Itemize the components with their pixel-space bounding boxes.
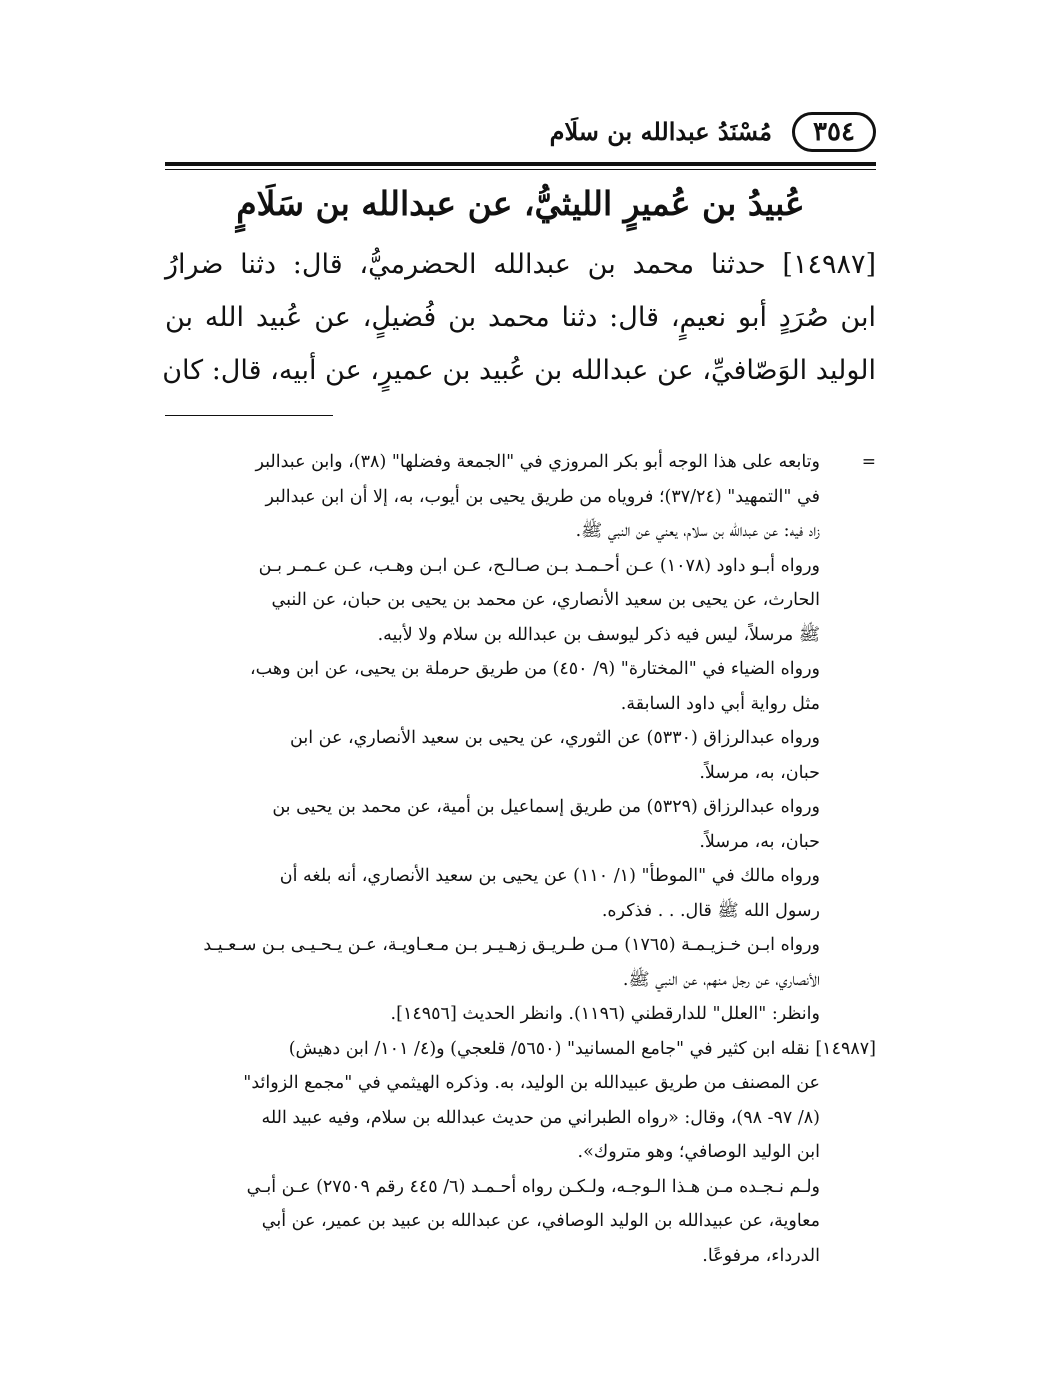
hadith-text [162,238,876,397]
footnote-text: نقله ابن كثير في "جامع المسانيد" (٥٦٥٠/ قلعجي) و(٤/ ١٠١/ ابن دهيش) [288,1038,810,1059]
header-rule-thick [165,162,876,166]
hadith-line: [١٤٩٨٧] حدثنا محمد بن عبدالله الحضرميُّ، قال: دثنا ضرارُ [165,249,876,280]
footnote-line: ورواه أبـو داود (١٠٧٨) عـن أحـمـد بـن صـالـح، عـن ابـن وهـب، عـن عـمـر بـن [258,555,820,576]
footnote-line: عن المصنف من طريق عبيدالله بن الوليد، به. وذكره الهيثمي في "مجمع الزوائد" [243,1073,820,1093]
footnote-line: الحارث، عن يحيى بن سعيد الأنصاري، عن محمد بن يحيى بن حبان، عن النبي [271,590,820,610]
hadith-line: ابن صُرَدٍ أبو نعيمٍ، قال: دثنا محمد بن فُضيلٍ، عن عُبيد الله بن [165,302,876,333]
footnote-paragraph [165,997,876,1032]
footnote-line: رسول الله ﷺ قال. . . فذكره. [601,900,820,921]
footnote-line: معاوية، عن عبيدالله بن الوليد الوصافي، عن عبدالله بن عبيد بن عمير، عن أبي [261,1211,820,1231]
continuation-mark: = [861,452,876,472]
footnote-line: ورواه الضياء في "المختارة" (٩/ ٤٥٠) من طريق حرملة بن يحيى، عن ابن وهب، [250,659,820,679]
footnote-line: ورواه عبدالرزاق (٥٣٣٠) عن الثوري، عن يحيى بن سعيد الأنصاري، عن ابن [290,728,820,748]
chapter-title: عُبيدُ بن عُميرٍ الليثيُّ، عن عبدالله بن سَلَامٍ [236,184,805,223]
footnote-paragraph [165,859,876,928]
footnote-line: الدرداء، مرفوعًا. [702,1245,820,1266]
hadith-line: الوليد الوَصّافيِّ، عن عبدالله بن عُبيد بن عميرٍ، عن أبيه، قال: كان [162,355,876,386]
footnotes [165,445,876,1273]
page-number: ٣٥٤ [792,112,876,152]
footnote-line: ﷺ مرسلاً، ليس فيه ذكر ليوسف بن عبدالله بن سلام ولا لأبيه. [377,624,820,645]
footnote-line: ورواه مالك في "الموطأ" (١/ ١١٠) عن يحيى بن سعيد الأنصاري، أنه بلغه أن [279,866,820,886]
footnote-paragraph [165,1170,876,1274]
header-rule-thin [165,169,876,170]
footnote-separator [165,415,876,429]
footnote-paragraph [165,1066,876,1170]
footnote-paragraph [165,445,876,549]
footnote-line: ورواه عبدالرزاق (٥٣٢٩) من طريق إسماعيل بن أمية، عن محمد بن يحيى بن [272,797,820,817]
footnote-line: حبان، به، مرسلاً. [699,831,820,852]
footnote-line: وانظر: "العلل" للدارقطني (١١٩٦). وانظر الحديث [١٤٩٥٦]. [390,1004,820,1024]
footnote-paragraph [165,549,876,653]
footnote-14987 [165,1032,876,1067]
footnote-line: زاد فيه: عن عبدالله بن سلام، يعني عن النبي ﷺ. [575,521,820,541]
footnote-line [165,1032,876,1067]
footnote-line: الأنصاري، عن رجل منهم، عن النبي ﷺ. [622,969,820,990]
footnote-line: ورواه ابـن خـزيـمـة (١٧٦٥) مـن طـريـق زهـيـر بـن مـعـاويـة، عـن يـحـيـى بـن سـعـيـد [203,935,820,955]
footnote-paragraph [165,652,876,721]
footnote-line: (٨/ ٩٧- ٩٨)، وقال: «رواه الطبراني من حديث عبدالله بن سلام، وفيه عبيد الله [261,1107,820,1128]
footnote-line: حبان، به، مرسلاً. [699,762,820,783]
footnote-line: ابن الوليد الوصافي؛ وهو متروك». [577,1142,820,1162]
footnote-paragraph [165,790,876,859]
footnote-paragraph [165,721,876,790]
footnote-line: وتابعه على هذا الوجه أبو بكر المروزي في "الجمعة وفضلها" (٣٨)، وابن عبدالبر [255,452,820,472]
footnote-line: ولـم نـجـده مـن هـذا الـوجـه، ولـكـن رواه أحـمـد (٦/ ٤٤٥ رقم ٢٧٥٠٩) عـن أبـي [246,1176,820,1197]
running-title: مُسْنَدُ عبدالله بن سلَام [549,117,772,146]
footnote-label: [١٤٩٨٧] [815,1038,876,1059]
footnote-paragraph [165,928,876,997]
running-header [165,100,876,156]
footnote-line: مثل رواية أبي داود السابقة. [620,693,820,714]
book-page [162,100,876,1273]
footnote-line: في "التمهيد" (٣٧/٢٤)؛ فروياه من طريق يحيى بن أيوب، به، إلا أن ابن عبدالبر [265,486,820,507]
